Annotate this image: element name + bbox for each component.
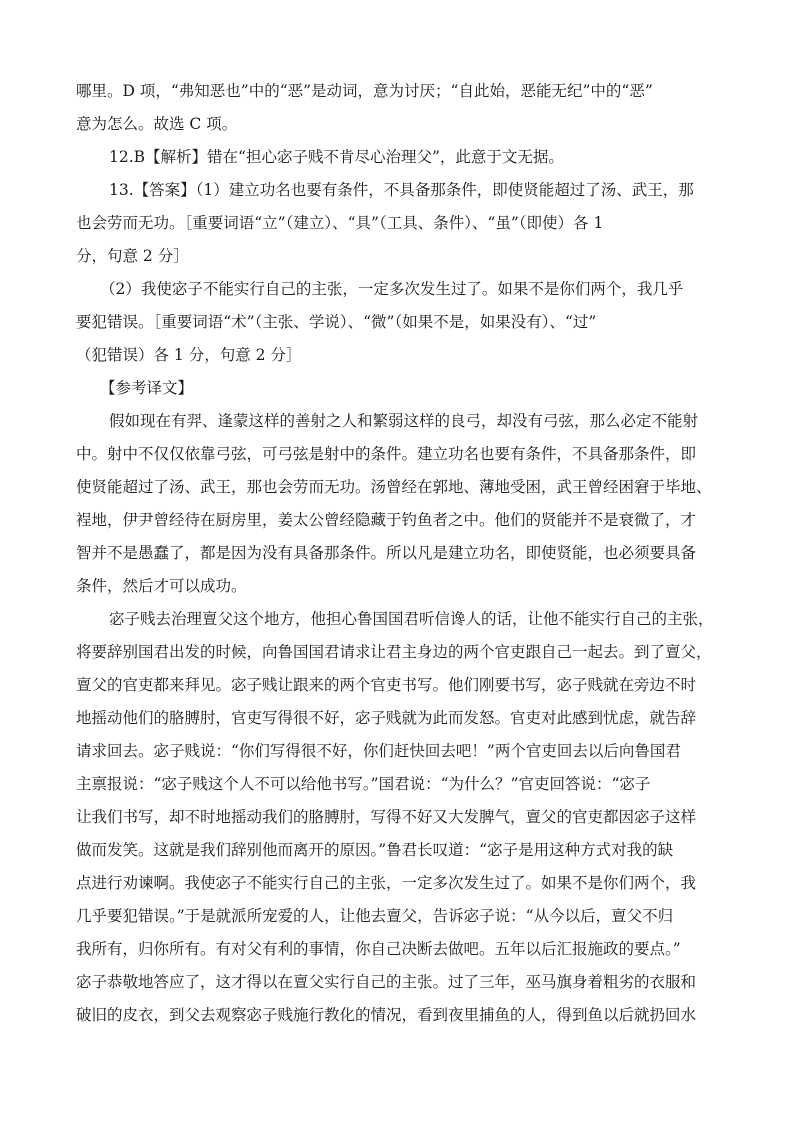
text-line: 我所有，归你所有。有对父有利的事情，你自己决断去做吧。五年以后汇报施政的要点。” [76, 940, 681, 958]
text-line: 分，句意 2 分］ [76, 247, 189, 265]
text-line: （犯错误）各 1 分，句意 2 分］ [76, 346, 302, 364]
text-line: 哪里。D 项，“弗知恶也”中的“恶”是动词，意为讨厌；“自此始，恶能无纪”中的“恶” [76, 82, 653, 100]
translation-paragraph-2 [76, 603, 728, 1032]
text-line: 也会劳而无功。［重要词语“立”（建立）、“具”（工具、条件）、“虽”（即使）各 1 [76, 214, 604, 232]
reference-translation-heading [76, 372, 728, 405]
text-line: 假如现在有羿、逢蒙这样的善射之人和繁弱这样的良弓，却没有弓弦，那么必定不能射 [109, 412, 699, 430]
text-line: 破旧的皮衣，到父去观察宓子贱施行教化的情况，看到夜里捕鱼的人，得到鱼以后就扔回水 [76, 1006, 697, 1024]
text-line: 中。射中不仅仅依靠弓弦，可弓弦是射中的条件。建立功名也要有条件，不具备那条件，即 [76, 445, 697, 463]
text-line: 12.B【解析】错在“担心宓子贱不肯尽心治理父”，此意于文无据。 [109, 148, 564, 166]
text-line: 要犯错误。［重要词语“术”（主张、学说）、“微”（如果不是，如果没有）、“过” [76, 313, 597, 331]
text-line: 13.【答案】（1）建立功名也要有条件，不具备那条件，即使贤能超过了汤、武王，那 [109, 181, 694, 199]
text-line: 意为怎么。故选 C 项。 [76, 115, 238, 133]
answer-11-continuation [76, 75, 728, 141]
text-line: 智并不是愚蠢了，都是因为没有具备那条件。所以凡是建立功名，即使贤能，也必须要具备 [76, 544, 697, 562]
section-heading: 【参考译文】 [100, 379, 194, 397]
text-line: 使贤能超过了汤、武王，那也会劳而无功。汤曾经在郭地、薄地受困，武王曾经困窘于毕地、 [76, 478, 712, 496]
text-line: 地摇动他们的胳膊肘，官吏写得很不好，宓子贱就为此而发怒。官吏对此感到忧虑，就告辞 [76, 709, 697, 727]
answer-13-part-2 [76, 273, 728, 372]
text-line: 做而发笑。这就是我们辞别他而离开的原因。”鲁君长叹道：“宓子是用这种方式对我的缺 [76, 841, 674, 859]
text-line: 宓子恭敬地答应了，这才得以在亶父实行自己的主张。过了三年，巫马旗身着粗劣的衣服和 [76, 973, 697, 991]
text-line: 宓子贱去治理亶父这个地方，他担心鲁国国君听信谗人的话，让他不能实行自己的主张， [109, 610, 714, 628]
text-line: 裎地，伊尹曾经待在厨房里，姜太公曾经隐藏于钓鱼者之中。他们的贤能并不是衰微了，才 [76, 511, 697, 529]
text-line: 亶父的官吏都来拜见。宓子贱让跟来的两个官吏书写。他们刚要书写，宓子贱就在旁边不时 [76, 676, 697, 694]
answer-12 [76, 141, 728, 174]
text-line: 几乎要犯错误。”于是就派所宠爱的人，让他去亶父，告诉宓子说：“从今以后，亶父不归 [76, 907, 674, 925]
text-line: 将要辞别国君出发的时候，向鲁国国君请求让君主身边的两个官吏跟自己一起去。到了亶父， [76, 643, 712, 661]
answer-13-part-1 [76, 174, 728, 273]
text-line: 条件，然后才可以成功。 [76, 577, 247, 595]
text-line: （2）我使宓子不能实行自己的主张，一定多次发生过了。如果不是你们两个，我几乎 [100, 280, 684, 298]
text-line: 请求回去。宓子贱说：“你们写得很不好，你们赶快回去吧！”两个官吏回去以后向鲁国君 [76, 742, 681, 760]
text-line: 主禀报说：“宓子贱这个人不可以给他书写。”国君说：“为什么？”官吏回答说：“宓子 [76, 775, 651, 793]
text-line: 点进行劝谏啊。我使宓子不能实行自己的主张，一定多次发生过了。如果不是你们两个，我 [76, 874, 697, 892]
translation-paragraph-1 [76, 405, 728, 603]
text-line: 让我们书写，却不时地摇动我们的胳膊肘，写得不好又大发脾气，亶父的官吏都因宓子这样 [76, 808, 697, 826]
